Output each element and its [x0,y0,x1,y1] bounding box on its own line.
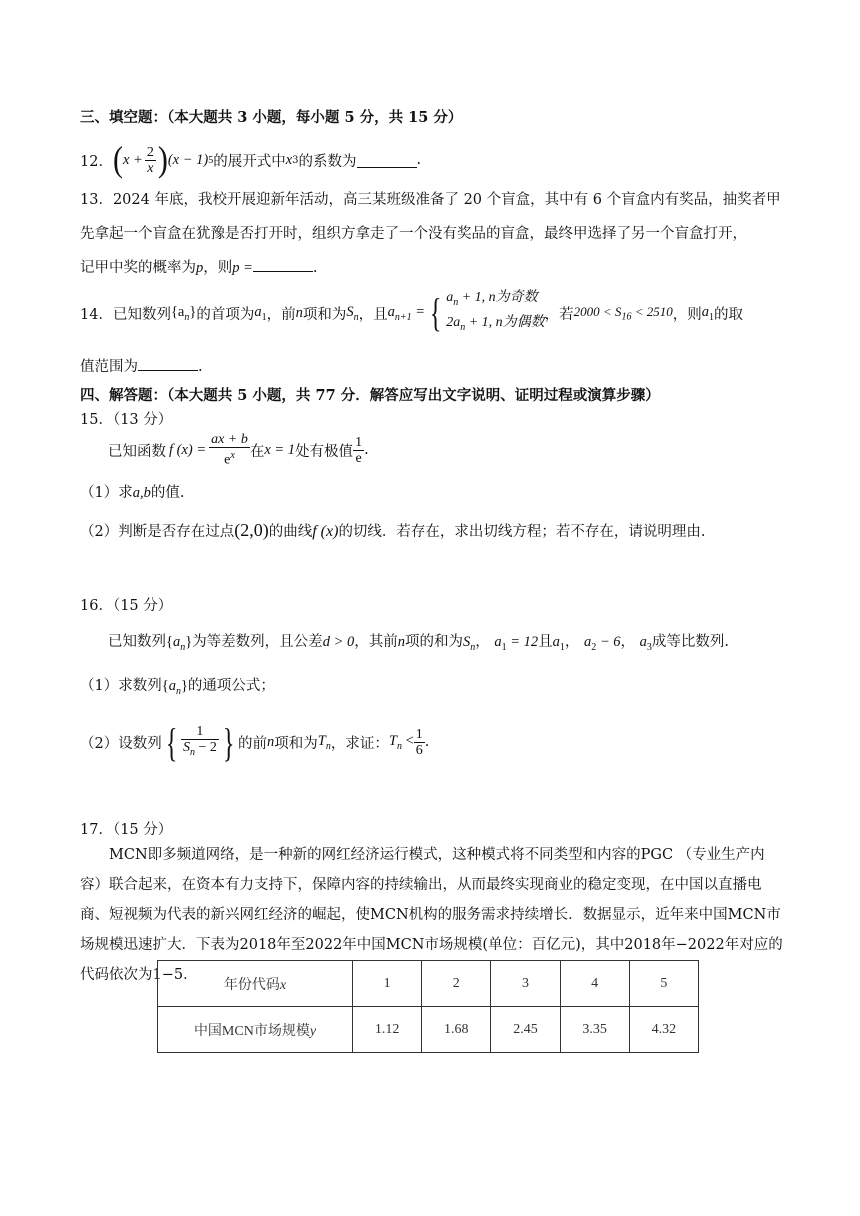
q15-stem: 已知函数 f (x) = $\frac{ax + b}{e^x}$ 在 x = 1 处有极值 $\frac{1}{e}$ . [108,432,369,468]
q16-part2: （2）设数列 { $\frac{1}{S_n - 2}$ } 的前 n 项和为 $T_n$ ，求证： $T_n$ < $\frac{1}{6}$ . [80,719,430,765]
q12-text: 的展开式中 [213,153,286,170]
q17-paragraph: MCN即多频道网络，是一种新的网红经济运行模式，这种模式将不同类型和内容的PGC （专业生产内容）联合起来，在资本有力支持下，保障内容的持续输出，从而最终实现商业的稳定变现，在中国以直播电商、短视频为代表的新兴网红经济的崛起，使MCN机构的服务需求持续增长．数据显示，近年来中国MCN市场规模迅速扩大．下表为2018年至2022年中国MCN市场规模(单位：百亿元)，其中2018年−2022年对应的代码依次为1−5． [80,847,783,983]
q12-power: 5 [208,154,214,166]
q15-header: 15．（13 分） [80,412,173,428]
q15-extreme-value: $\frac{1}{e}$ [355,434,363,466]
q13-line3: 记甲中奖的概率为p，则p = . [80,256,318,277]
table-cell: 3 [491,961,560,1007]
right-paren: ) [157,139,168,180]
table-header-cell: 中国MCN市场规模y [158,1007,353,1053]
section-heading-fill-in: 三、填空题：（本大题共 3 小题，每小题 5 分，共 15 分） [80,109,463,126]
table-cell: 5 [629,961,698,1007]
table-cell: 1.68 [422,1007,491,1053]
table-row [158,961,699,1007]
left-paren: ( [112,139,123,180]
q12-fraction: $\frac{2}{x}$ [146,144,154,176]
q14-cases: $a_n + 1$, n为奇数 $2a_n + 1$, n为偶数 [446,290,545,333]
cases-brace: { [429,290,442,335]
answer-blank [357,153,417,168]
q13-line1: 13．2024 年底，我校开展迎新年活动，高三某班级准备了 20 个盲盒，其中有 6 个盲盒内有奖品，抽奖者甲 [80,192,781,208]
q15-part1: （1）求a,b的值. [80,485,185,501]
q12-x-plus: x + [122,151,143,168]
q16-part1: （1）求数列$\{a_n\}$的通项公式； [80,678,275,697]
answer-blank [138,356,198,371]
q14-sequence: $\{a_n\}$ [170,303,197,323]
table-cell: 4 [560,961,629,1007]
q12-text2: 的系数为 [298,153,357,170]
table-cell: 1 [353,961,422,1007]
q16-header: 16．（15 分） [80,598,173,614]
q16-sequence-fraction: $\frac{1}{S_n - 2}$ [182,724,217,758]
table-cell: 2 [422,961,491,1007]
q15-fraction: $\frac{ax + b}{e^x}$ [211,432,248,468]
question-12: 12． ( x + $\frac{2}{x}$ ) (x − 1) 5 的展开式中 x 3 的系数为 . [80,139,422,180]
table-cell: 1.12 [353,1007,422,1053]
answer-blank [253,257,313,272]
q16-stem: 已知数列$\{a_n\}$为等差数列，且公差d > 0，其前n项的和为$S_n$， $a_1 = 12$且$a_1$， $a_2 - 6$， $a_3$成等比数列. [108,634,730,653]
table-cell: 4.32 [629,1007,698,1053]
q13-line2: 先拿起一个盲盒在犹豫是否打开时，组织方拿走了一个没有奖品的盲盒，最终甲选择了另一个盲盒打开， [80,226,747,242]
table-cell: 3.35 [560,1007,629,1053]
section-heading-solutions: 四、解答题：（本大题共 5 小题，共 77 分．解答应写出文字说明、证明过程或演算步骤） [80,387,660,404]
table-row [158,1007,699,1053]
table-header-cell: 年份代码x [158,961,353,1007]
q12-number: 12． [80,153,113,170]
table-cell: 2.45 [491,1007,560,1053]
q17-header: 17．（15 分） [80,822,173,838]
q14-line2: 值范围为 . [80,355,203,376]
q15-part2: （2）判断是否存在过点(2,0)的曲线f (x)的切线．若存在，求出切线方程；若不存在，请说明理由. [80,520,706,540]
q12-factor: (x − 1) [167,151,209,168]
question-14: 14．已知数列 $\{a_n\}$ 的首项为 $a_1$ ，前 n 项和为 $S_n$ ，且 $a_{n+1}$ = { $a_n + 1$, n为奇数 $2a_n + 1$, n为偶数 ，若 $2000 < S_{16} < 2510$ ，则 $a_1$ 的取 [80,288,743,338]
q12-term: x [285,151,293,168]
q12-term-power: 3 [292,154,299,166]
mcn-data-table [157,960,699,1053]
